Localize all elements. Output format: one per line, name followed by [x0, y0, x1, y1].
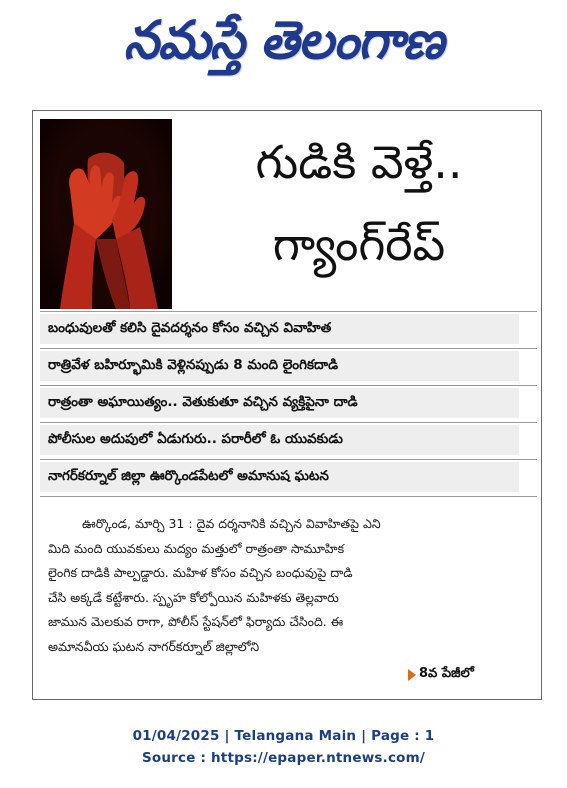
bar-endcap: [519, 425, 537, 455]
subheading-bar: [40, 425, 537, 455]
subheading-text: బంధువులతో కలిసి దైవదర్శనం కోసం వచ్చిన వివాహిత: [48, 319, 332, 336]
divider: [40, 311, 537, 312]
subheading-bar: [40, 388, 537, 418]
article-photo: [40, 119, 172, 309]
headline-line-2: గ్యాంగ్‌రేప్: [272, 217, 446, 271]
subheading-text: రాత్రివేళ బహిర్భూమికి వెళ్లినప్పుడు 8 మంది లైంగికదాడి: [48, 356, 339, 373]
divider: [40, 422, 537, 423]
subheading-text: పోలీసుల అదుపులో ఏడుగురు.. పరారీలో ఓ యువకుడు: [48, 430, 343, 447]
divider: [40, 496, 537, 497]
edition-info: 01/04/2025 | Telangana Main | Page : 1: [132, 728, 435, 744]
headline-line-1: గుడికి వెళ్తే..: [255, 135, 463, 189]
bar-endcap: [519, 314, 537, 344]
source-info: Source : https://epaper.ntnews.com/: [141, 750, 426, 766]
subheading-bar: [40, 462, 537, 492]
subheading-bar: [40, 314, 537, 344]
divider: [40, 459, 537, 460]
masthead-title: నమస్తే తెలంగాణ: [123, 9, 444, 71]
article-headline: [179, 119, 539, 309]
bar-endcap: [519, 462, 537, 492]
article-body: [48, 512, 536, 659]
body-line: అమానవీయ ఘటన నాగర్‌కర్నూల్ జిల్లాలోని: [48, 638, 260, 654]
continued-page-label: 8వ పేజీలో: [419, 666, 474, 681]
divider: [40, 385, 537, 386]
bar-endcap: [519, 388, 537, 418]
continued-reference: [408, 666, 474, 684]
distressed-woman-illustration: [40, 119, 172, 309]
subheading-text: నాగర్‌కర్నూల్ జిల్లా ఊర్కొండపేటలో అమానుష ఘటన: [48, 467, 329, 484]
body-line: లైంగిక దాడికి పాల్పడ్డారు. మహిళ కోసం వచ్చిన బంధువుపై దాడి: [48, 565, 353, 580]
body-line: ఊర్కొండ, మార్చి 31 : దైవ దర్శనానికి వచ్చిన వివాహితపై ఎని: [82, 516, 381, 531]
body-line: మిది మంది యువకులు మద్యం మత్తులో రాత్రంతా సామూహిక: [48, 540, 345, 556]
body-line: చేసి అక్కడే కట్టేశారు. స్పృహ కోల్పోయిన మహిళకు తెల్లవారు: [48, 589, 339, 605]
subheading-text: రాత్రంతా అఘాయిత్యం.. వెతుకుతూ వచ్చిన వ్యక్తిపైనా దాడి: [48, 393, 358, 410]
divider: [40, 348, 537, 349]
subheading-bar: [40, 351, 537, 381]
masthead: [0, 0, 567, 80]
bar-endcap: [519, 351, 537, 381]
arrow-right-icon: [408, 669, 416, 681]
body-line: జామున మెలకువ రాగా, పోలీస్ స్టేషన్‌లో ఫిర్యాదు చేసింది. ఈ: [48, 614, 344, 629]
